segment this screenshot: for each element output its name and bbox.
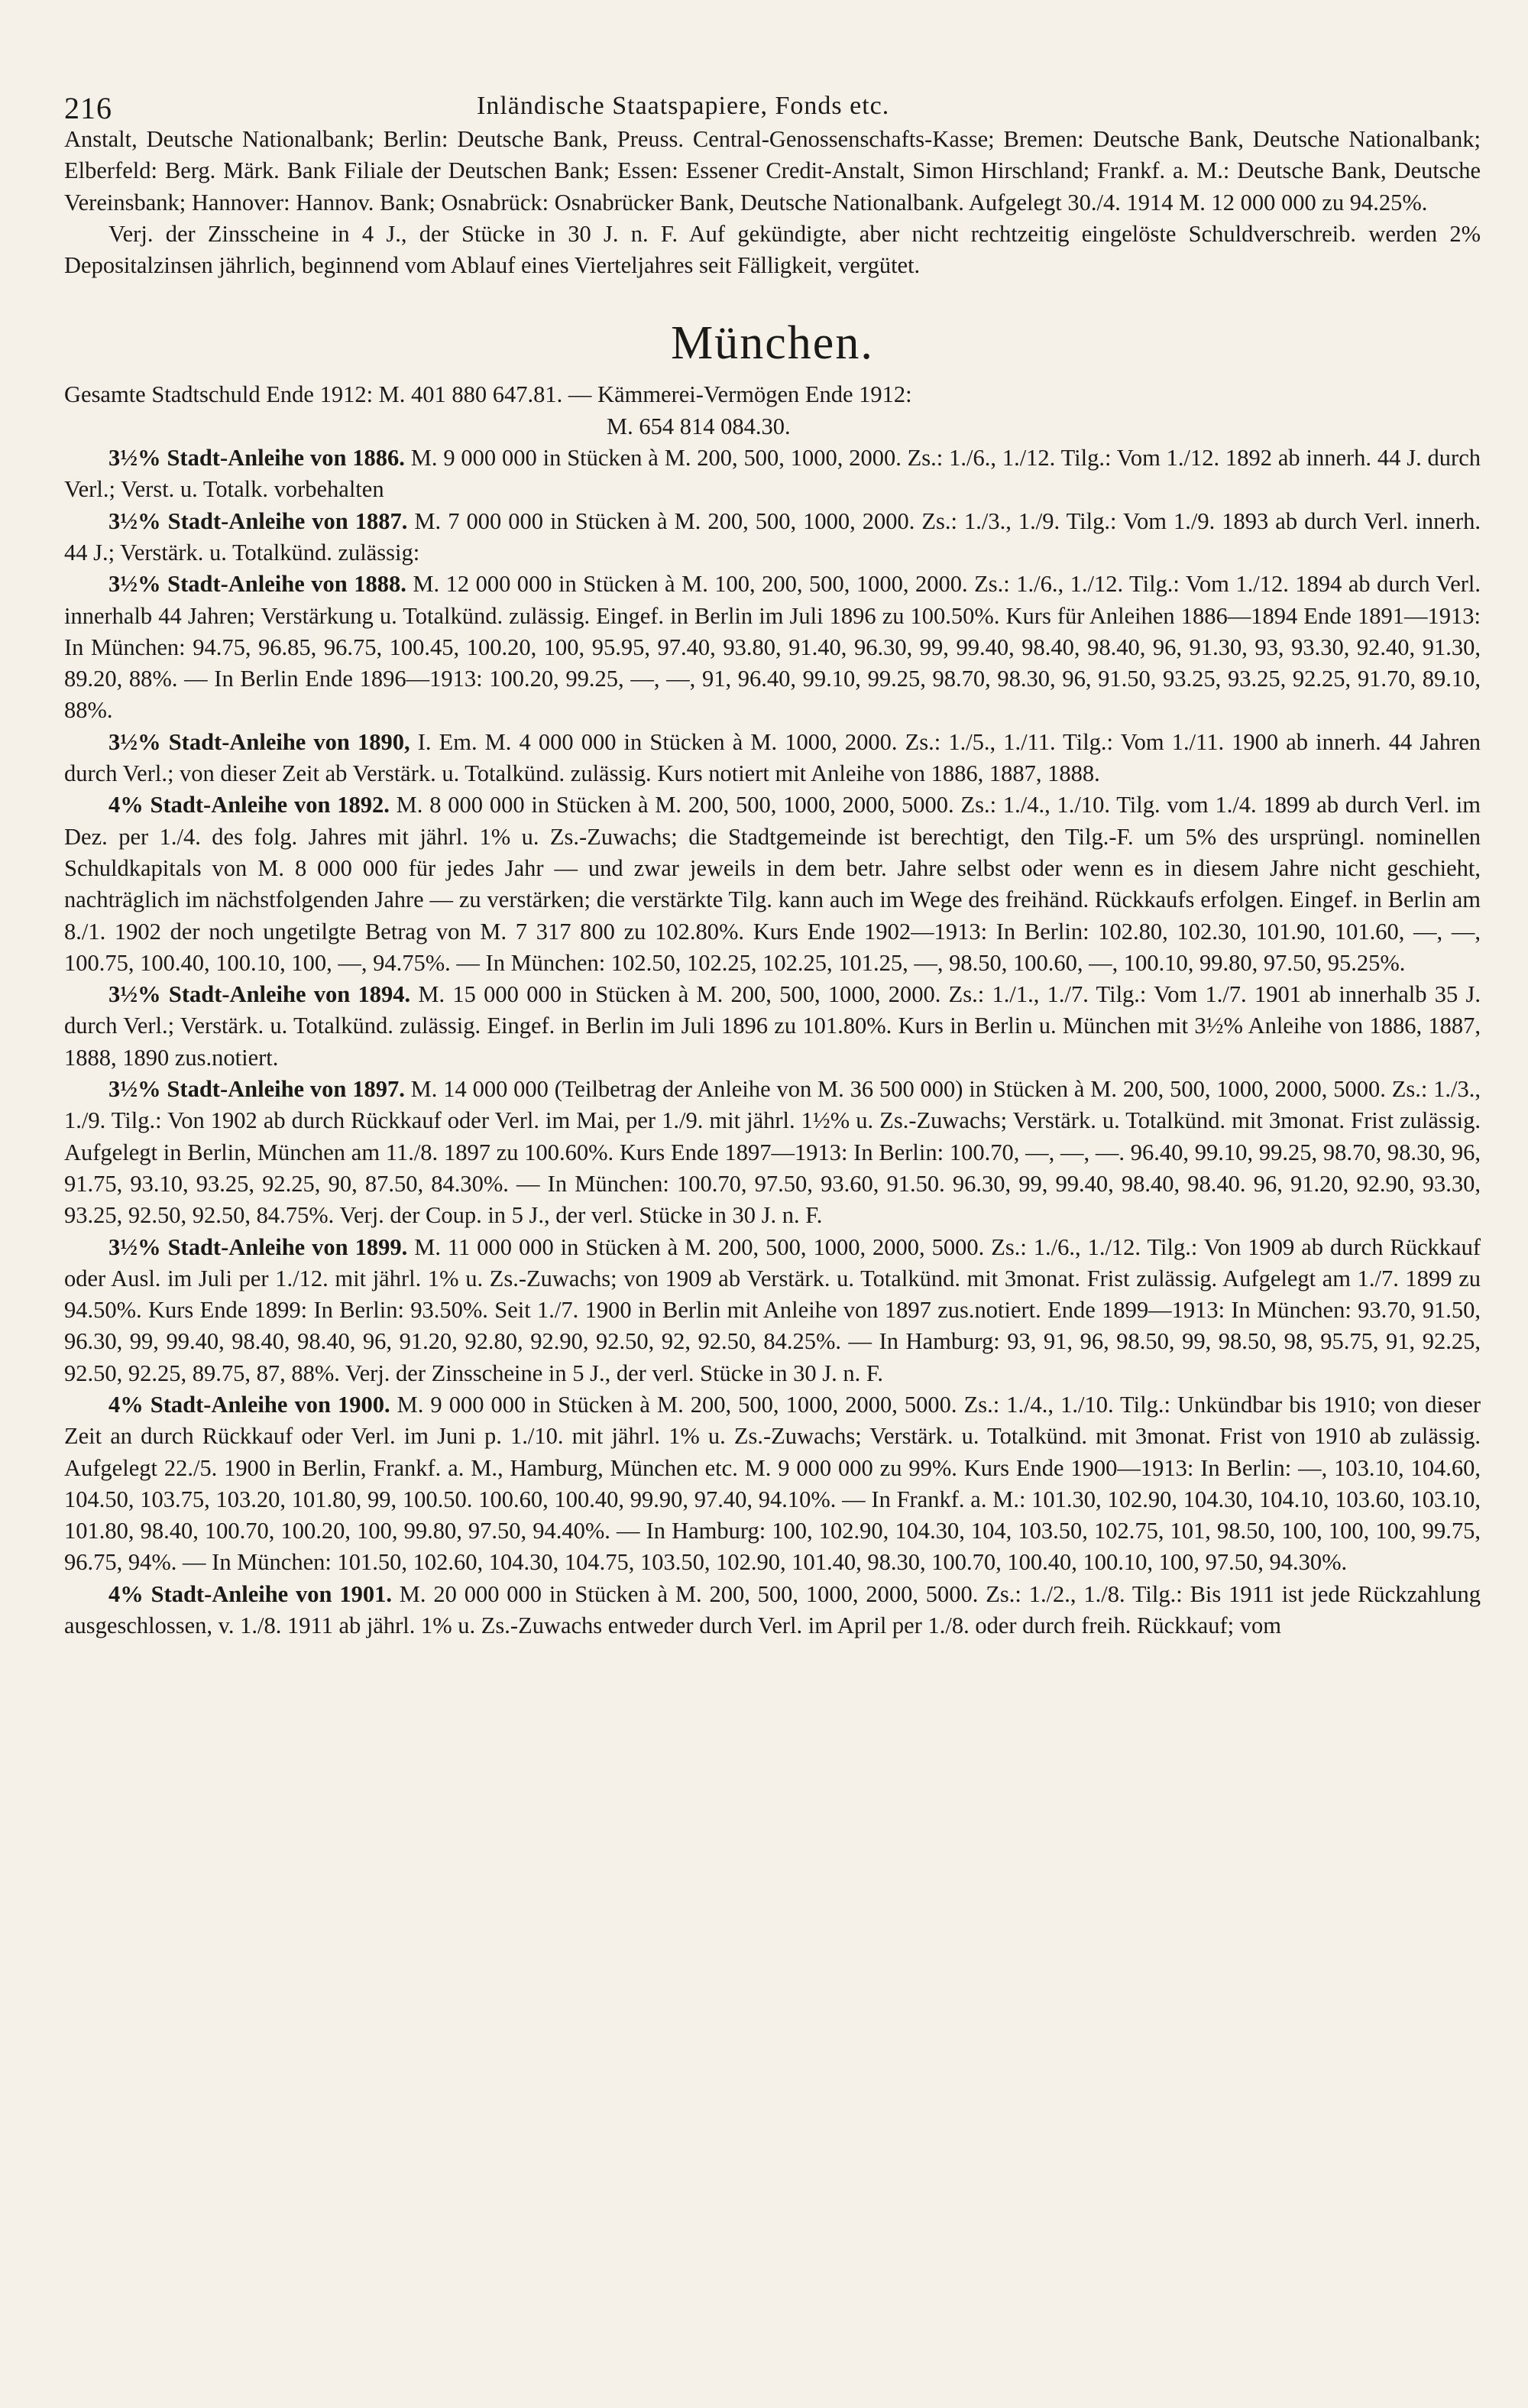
running-title: Inländische Staatspapiere, Fonds etc. bbox=[477, 92, 890, 120]
running-head bbox=[64, 70, 1481, 124]
intro-paragraph-2: Verj. der Zinsscheine in 4 J., der Stücke in 30 J. n. F. Auf gekündigte, aber nicht rechtzeitig eingelöste Schuldverschreib. werden 2% Depositalzinsen jährlich, beginnend vom Ablauf eines Vierteljahres seit Fälligkeit, vergütet. bbox=[64, 220, 1481, 279]
loan-title: 4% Stadt-Anleihe von 1901. bbox=[108, 1580, 392, 1607]
loan-text: I. Em. M. 4 000 000 in Stücken à M. 1000, 2000. Zs.: 1./5., 1./11. Tilg.: Vom 1./11. 1900 ab innerh. 44 Jahren durch Verl.; von dieser Zeit ab Verstärk. u. Totalkünd. zulässig. Kurs notiert mit Anleihe von 1886, 1887, 1888. bbox=[64, 728, 1481, 787]
loan-entry bbox=[64, 1389, 1481, 1579]
page-number: 216 bbox=[64, 91, 112, 125]
loan-entry bbox=[64, 442, 1481, 506]
loan-entry bbox=[64, 569, 1481, 726]
loan-text: M. 7 000 000 in Stücken à M. 200, 500, 1000, 2000. Zs.: 1./3., 1./9. Tilg.: Vom 1./9. 1893 ab durch Verl. innerh. 44 J.; Verstärk. u. Totalkünd. zulässig: bbox=[64, 507, 1481, 566]
loan-text: M. 11 000 000 in Stücken à M. 200, 500, 1000, 2000, 5000. Zs.: 1./6., 1./12. Tilg.: Von 1909 ab durch Rückkauf oder Ausl. im Juli per 1./12. mit jährl. 1% u. Zs.-Zuwachs; von 1909 ab Verstärk. u. Totalkünd. mit 3monat. Frist zulässig. Aufgelegt am 1./7. 1899 zu 94.50%. Kurs Ende 1899: In Berlin: 93.50%. Seit 1./7. 1900 in Berlin mit Anleihe von 1897 zus.notiert. Ende 1899—1913: In München: 93.70, 91.50, 96.30, 99, 99.40, 98.40, 98.40, 96, 91.20, 92.80, 92.90, 92.50, 92, 92.50, 84.25%. — In Hamburg: 93, 91, 96, 98.50, 99, 98.50, 98, 95.75, 91, 92.25, 92.50, 92.25, 89.75, 87, 88%. Verj. der Zinsscheine in 5 J., der verl. Stücke in 30 J. n. F. bbox=[64, 1233, 1481, 1386]
loan-text: M. 12 000 000 in Stücken à M. 100, 200, 500, 1000, 2000. Zs.: 1./6., 1./12. Tilg.: Vom 1./12. 1894 ab durch Verl. innerhalb 44 Jahren; Verstärkung u. Totalkünd. zulässig. Eingef. in Berlin im Juli 1896 zu 100.50%. Kurs für Anleihen 1886—1894 Ende 1891—1913: In München: 94.75, 96.85, 96.75, 100.45, 100.20, 100, 95.95, 97.40, 93.80, 91.40, 96.30, 99, 99.40, 98.40, 98.40, 96, 91.30, 93, 93.30, 92.40, 91.30, 89.20, 88%. — In Berlin Ende 1896—1913: 100.20, 99.25, —, —, 91, 96.40, 99.10, 99.25, 98.70, 98.30, 96, 91.50, 93.25, 93.25, 92.25, 91.70, 89.10, 88%. bbox=[64, 571, 1481, 724]
loan-text: M. 9 000 000 in Stücken à M. 200, 500, 1000, 2000. Zs.: 1./6., 1./12. Tilg.: Vom 1./12. 1892 ab innerh. 44 J. durch Verl.; Verst. u. Totalk. vorbehalten bbox=[64, 445, 1481, 503]
section-heading: München. bbox=[671, 317, 874, 370]
intro-block bbox=[64, 124, 1481, 281]
loan-entry bbox=[64, 979, 1481, 1074]
loan-entry bbox=[64, 506, 1481, 569]
loan-title: 3½% Stadt-Anleihe von 1888. bbox=[108, 571, 406, 598]
loan-entry bbox=[64, 789, 1481, 979]
debt-summary-line: M. 654 814 084.30. bbox=[607, 413, 791, 439]
debt-summary-line: Gesamte Stadtschuld Ende 1912: M. 401 880 647.81. — Kämmerei-Vermögen Ende 1912: bbox=[64, 381, 912, 408]
loan-text: M. 9 000 000 in Stücken à M. 200, 500, 1000, 2000, 5000. Zs.: 1./4., 1./10. Tilg.: Unkündbar bis 1910; von dieser Zeit an durch Rückkauf oder Verl. im Juni p. 1./10. mit jährl. 1% u. Zs.-Zuwachs; Verstärk. u. Totalkünd. mit 3monat. Frist von 1910 ab zulässig. Aufgelegt 22./5. 1900 in Berlin, Frankf. a. M., Hamburg, München etc. M. 9 000 000 zu 99%. Kurs Ende 1900—1913: In Berlin: —, 103.10, 104.60, 104.50, 103.75, 103.20, 101.80, 99, 100.50. 100.60, 100.40, 99.90, 97.40, 94.10%. — In Frankf. a. M.: 101.30, 102.90, 104.30, 104.10, 103.60, 103.10, 101.80, 98.40, 100.70, 100.20, 100, 99.80, 97.50, 94.40%. — In Hamburg: 100, 102.90, 104.30, 104, 103.50, 102.75, 101, 98.50, 100, 100, 100, 99.75, 96.75, 94%. — In München: 101.50, 102.60, 104.30, 104.75, 103.50, 102.90, 101.40, 98.30, 100.70, 100.40, 100.10, 100, 97.50, 94.30%. bbox=[64, 1391, 1481, 1576]
loan-entry bbox=[64, 1074, 1481, 1231]
loan-title: 3½% Stadt-Anleihe von 1890, bbox=[108, 728, 410, 755]
loan-title: 3½% Stadt-Anleihe von 1897. bbox=[108, 1076, 405, 1103]
loan-title: 3½% Stadt-Anleihe von 1899. bbox=[108, 1233, 408, 1260]
loan-title: 3½% Stadt-Anleihe von 1887. bbox=[108, 507, 408, 534]
loan-entry bbox=[64, 1232, 1481, 1389]
intro-paragraph-1: Anstalt, Deutsche Nationalbank; Berlin: Deutsche Bank, Preuss. Central-Genossenschafts-Kasse; Bremen: Deutsche Bank, Deutsche Nationalbank; Elberfeld: Berg. Märk. Bank Filiale der Deutschen Bank; Essen: Essener Credit-Anstalt, Simon Hirschland; Frankf. a. M.: Deutsche Bank, Deutsche Vereinsbank; Hannover: Hannov. Bank; Osnabrück: Osnabrücker Bank, Deutsche Nationalbank. Aufgelegt 30./4. 1914 M. 12 000 000 zu 94.25%. bbox=[64, 126, 1481, 216]
loan-list bbox=[64, 442, 1481, 1642]
loan-text: M. 20 000 000 in Stücken à M. 200, 500, 1000, 2000, 5000. Zs.: 1./2., 1./8. Tilg.: Bis 1911 ist jede Rückzahlung ausgeschlossen, v. 1./8. 1911 ab jährl. 1% u. Zs.-Zuwachs entweder durch Verl. im April per 1./8. oder durch freih. Rückkauf; vom bbox=[64, 1580, 1481, 1639]
debt-summary bbox=[64, 379, 1481, 442]
loan-title: 4% Stadt-Anleihe von 1900. bbox=[108, 1391, 390, 1418]
loan-text: M. 15 000 000 in Stücken à M. 200, 500, 1000, 2000. Zs.: 1./1., 1./7. Tilg.: Vom 1./7. 1901 ab innerhalb 35 J. durch Verl.; Verstärk. u. Totalkünd. zulässig. Eingef. in Berlin im Juli 1896 zu 101.80%. Kurs in Berlin u. München mit 3½% Anleihe von 1886, 1887, 1888, 1890 zus.notiert. bbox=[64, 981, 1481, 1071]
loan-text: M. 14 000 000 (Teilbetrag der Anleihe von M. 36 500 000) in Stücken à M. 200, 500, 1000, 2000, 5000. Zs.: 1./3., 1./9. Tilg.: Von 1902 ab durch Rückkauf oder Verl. im Mai, per 1./9. mit jährl. 1½% u. Zs.-Zuwachs; Verstärk. u. Totalkünd. mit 3monat. Frist zulässig. Aufgelegt in Berlin, München am 11./8. 1897 zu 100.60%. Kurs Ende 1897—1913: In Berlin: 100.70, —, —, —. 96.40, 99.10, 99.25, 98.70, 98.30, 96, 91.75, 93.10, 93.25, 92.25, 90, 87.50, 84.30%. — In München: 100.70, 97.50, 93.60, 91.50. 96.30, 99, 99.40, 98.40, 98.40. 96, 91.20, 92.90, 93.30, 93.25, 92.50, 92.50, 84.75%. Verj. der Coup. in 5 J., der verl. Stücke in 30 J. n. F. bbox=[64, 1076, 1481, 1229]
loan-title: 3½% Stadt-Anleihe von 1894. bbox=[108, 981, 411, 1008]
loan-text: M. 8 000 000 in Stücken à M. 200, 500, 1000, 2000, 5000. Zs.: 1./4., 1./10. Tilg. vom 1./4. 1899 ab durch Verl. im Dez. per 1./4. des folg. Jahres mit jährl. 1% u. Zs.-Zuwachs; die Stadtgemeinde ist berechtigt, den Tilg.-F. um 5% des ursprüngl. nominellen Schuldkapitals von M. 8 000 000 für jedes Jahr — und zwar jeweils in dem betr. Jahre selbst oder wenn es in diesem Jahre nicht geschieht, nachträglich im nächstfolgenden Jahre — zu verstärken; die verstärkte Tilg. kann auch im Wege des freihänd. Rückkaufs erfolgen. Eingef. in Berlin am 8./1. 1902 der noch ungetilgte Betrag von M. 7 317 800 zu 102.80%. Kurs Ende 1902—1913: In Berlin: 102.80, 102.30, 101.90, 101.60, —, —, 100.75, 100.40, 100.10, 100, —, 94.75%. — In München: 102.50, 102.25, 102.25, 101.25, —, 98.50, 100.60, —, 100.10, 99.80, 97.50, 95.25%. bbox=[64, 792, 1481, 976]
loan-title: 3½% Stadt-Anleihe von 1886. bbox=[108, 445, 405, 472]
loan-entry bbox=[64, 1579, 1481, 1642]
loan-entry bbox=[64, 727, 1481, 790]
loan-title: 4% Stadt-Anleihe von 1892. bbox=[108, 792, 390, 818]
